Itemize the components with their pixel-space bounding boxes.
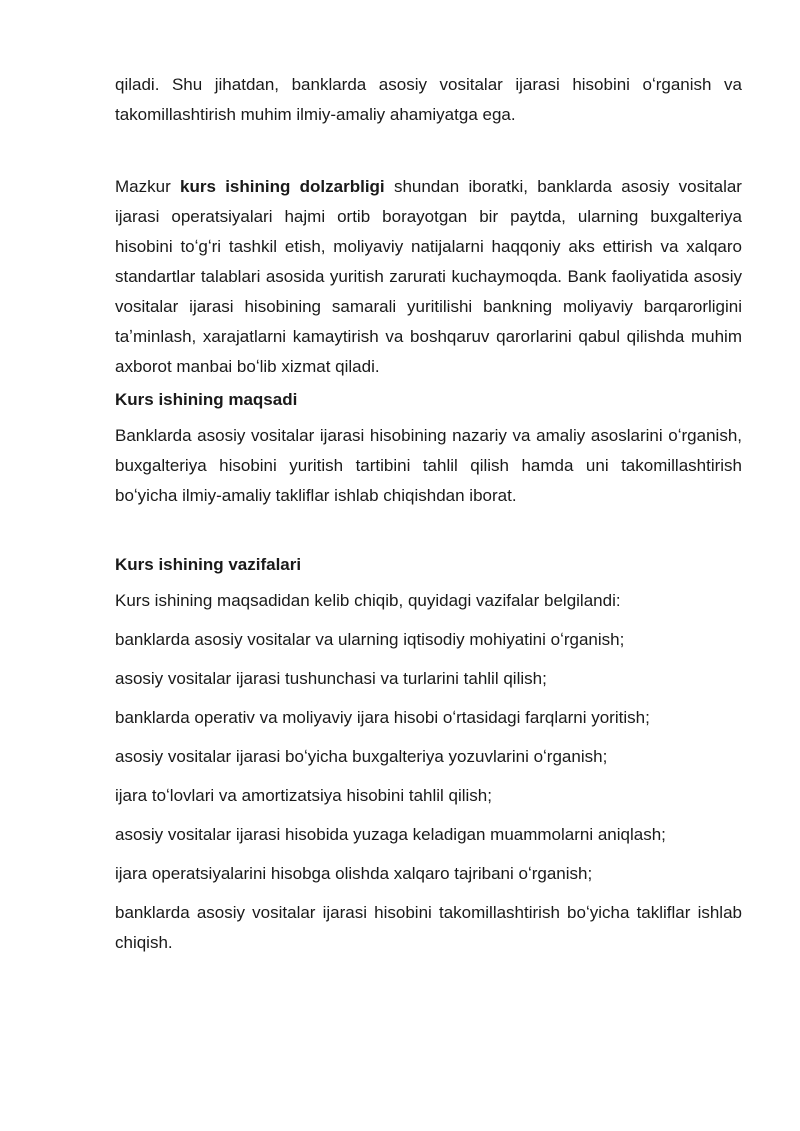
spacer	[115, 130, 742, 172]
tasks-intro: Kurs ishining maqsadidan kelib chiqib, quyidagi vazifalar belgilandi:	[115, 591, 621, 610]
intro-paragraph: qiladi. Shu jihatdan, banklarda asosiy vositalar ijarasi hisobini oʻrganish va takomillashtirish muhim ilmiy-amaliy ahamiyatga ega.	[115, 75, 742, 124]
task-item: ijara toʻlovlari va amortizatsiya hisobini tahlil qilish;	[115, 786, 492, 805]
relevance-paragraph	[115, 172, 742, 382]
task-item: banklarda asosiy vositalar va ularning iqtisodiy mohiyatini oʻrganish;	[115, 630, 625, 649]
task-item: asosiy vositalar ijarasi hisobida yuzaga keladigan muammolarni aniqlash;	[115, 825, 666, 844]
goal-heading: Kurs ishining maqsadi	[115, 390, 298, 409]
goal-paragraph: Banklarda asosiy vositalar ijarasi hisobining nazariy va amaliy asoslarini oʻrganish, buxgalteriya hisobini yuritish tartibini tahlil qilish hamda uni takomillashtirish boʻyicha ilmiy-amaliy takliflar ishlab chiqishdan iborat.	[115, 426, 742, 505]
tasks-heading: Kurs ishining vazifalari	[115, 555, 302, 574]
task-item: asosiy vositalar ijarasi tushunchasi va turlarini tahlil qilish;	[115, 669, 547, 688]
task-item: banklarda asosiy vositalar ijarasi hisobini takomillashtirish boʻyicha takliflar ishlab chiqish.	[115, 903, 742, 952]
task-item: banklarda operativ va moliyaviy ijara hisobi oʻrtasidagi farqlarni yoritish;	[115, 708, 650, 727]
relevance-lead: Mazkur	[115, 177, 181, 196]
relevance-text: shundan iboratki, banklarda asosiy vositalar ijarasi operatsiyalari hajmi ortib borayotgan bir paytda, ularning buxgalteriya hisobini toʻgʻri tashkil etish, moliyaviy natijalarni haqqoniy aks ettirish va xalqaro standartlar talablari asosida yuritish zarurati kuchaymoqda. Bank faoliyatida asosiy vositalar ijarasi hisobining samarali yuritilishi bankning moliyaviy barqarorligini taʼminlash, xarajatlarni kamaytirish va boshqaruv qarorlarini qabul qilishda muhim axborot manbai boʻlib xizmat qiladi.	[115, 177, 742, 376]
task-item: ijara operatsiyalarini hisobga olishda xalqaro tajribani oʻrganish;	[115, 864, 593, 883]
document-page	[115, 70, 742, 958]
spacer	[115, 511, 742, 547]
task-item: asosiy vositalar ijarasi boʻyicha buxgalteriya yozuvlarini oʻrganish;	[115, 747, 608, 766]
relevance-bold-term: kurs ishining dolzarbligi	[180, 177, 385, 196]
